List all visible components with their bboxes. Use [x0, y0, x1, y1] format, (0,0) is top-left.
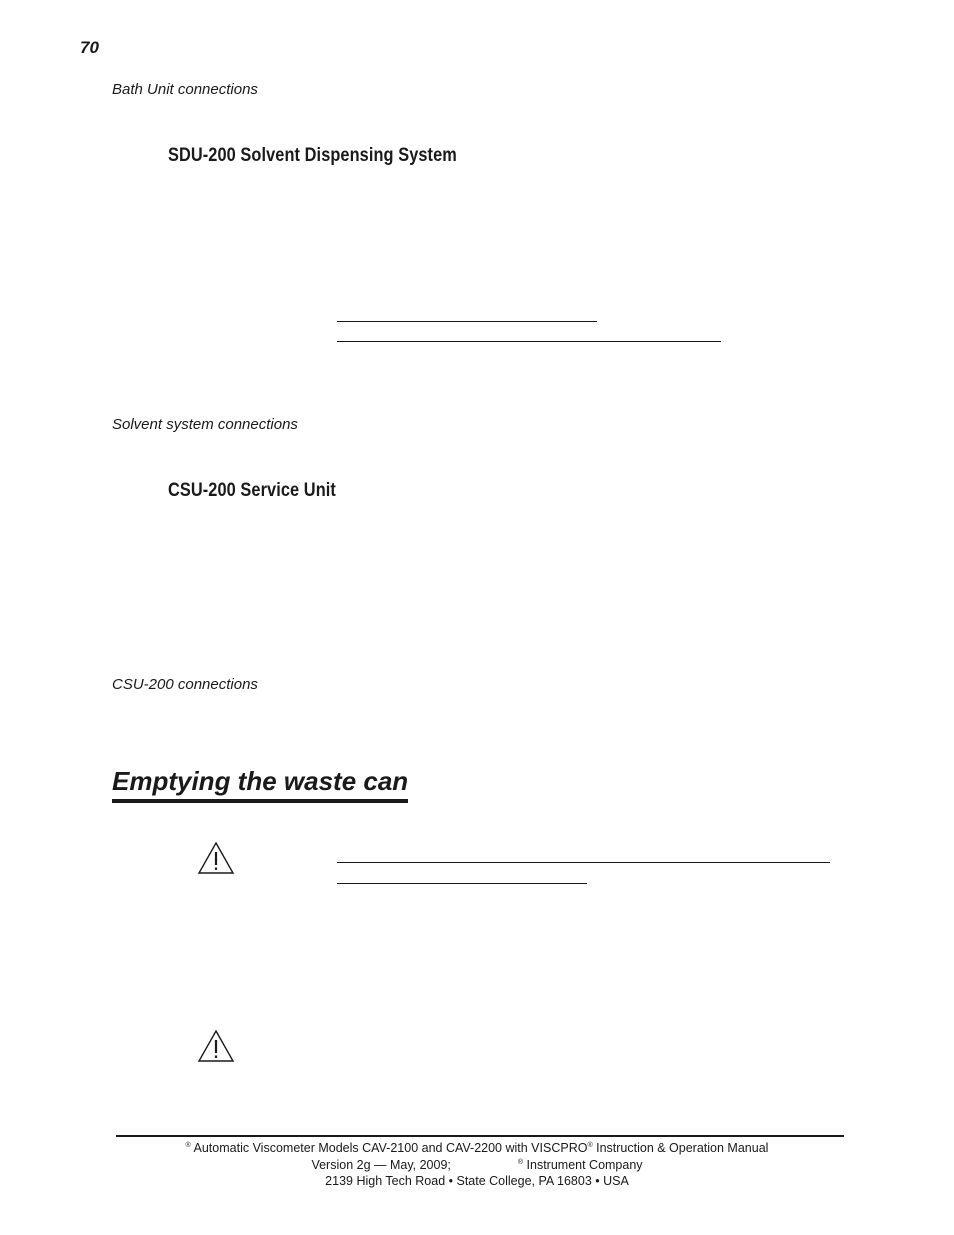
footer-line-2	[0, 1158, 954, 1172]
footer-manual: Instruction & Operation Manual	[596, 1141, 769, 1155]
caption-bath-unit: Bath Unit connections	[112, 81, 258, 98]
footer-company: Instrument Company	[526, 1158, 643, 1172]
registered-mark: ®	[517, 1158, 524, 1166]
warning-triangle-icon	[197, 841, 235, 875]
heading-sdu-200: SDU-200 Solvent Dispensing System	[168, 145, 457, 166]
caption-solvent-system: Solvent system connections	[112, 416, 298, 433]
footer-rule	[116, 1135, 844, 1137]
footer-line-1	[0, 1141, 954, 1155]
warning-triangle-icon	[197, 1029, 235, 1063]
registered-mark: ®	[185, 1141, 191, 1149]
page-number: 70	[80, 38, 99, 57]
underline-rule	[337, 341, 721, 342]
caption-csu-200: CSU-200 connections	[112, 676, 258, 693]
underline-rule	[337, 862, 830, 863]
footer-version: Version 2g — May, 2009;	[311, 1158, 451, 1172]
section-title: Emptying the waste can	[112, 765, 408, 803]
underline-rule	[337, 883, 587, 884]
registered-mark: ®	[587, 1141, 593, 1149]
heading-csu-200: CSU-200 Service Unit	[168, 480, 336, 501]
footer-address: 2139 High Tech Road • State College, PA 16803 • USA	[325, 1174, 629, 1188]
footer-title: Automatic Viscometer Models CAV-2100 and CAV-2200 with VISCPRO	[193, 1141, 588, 1155]
underline-rule	[337, 321, 597, 322]
